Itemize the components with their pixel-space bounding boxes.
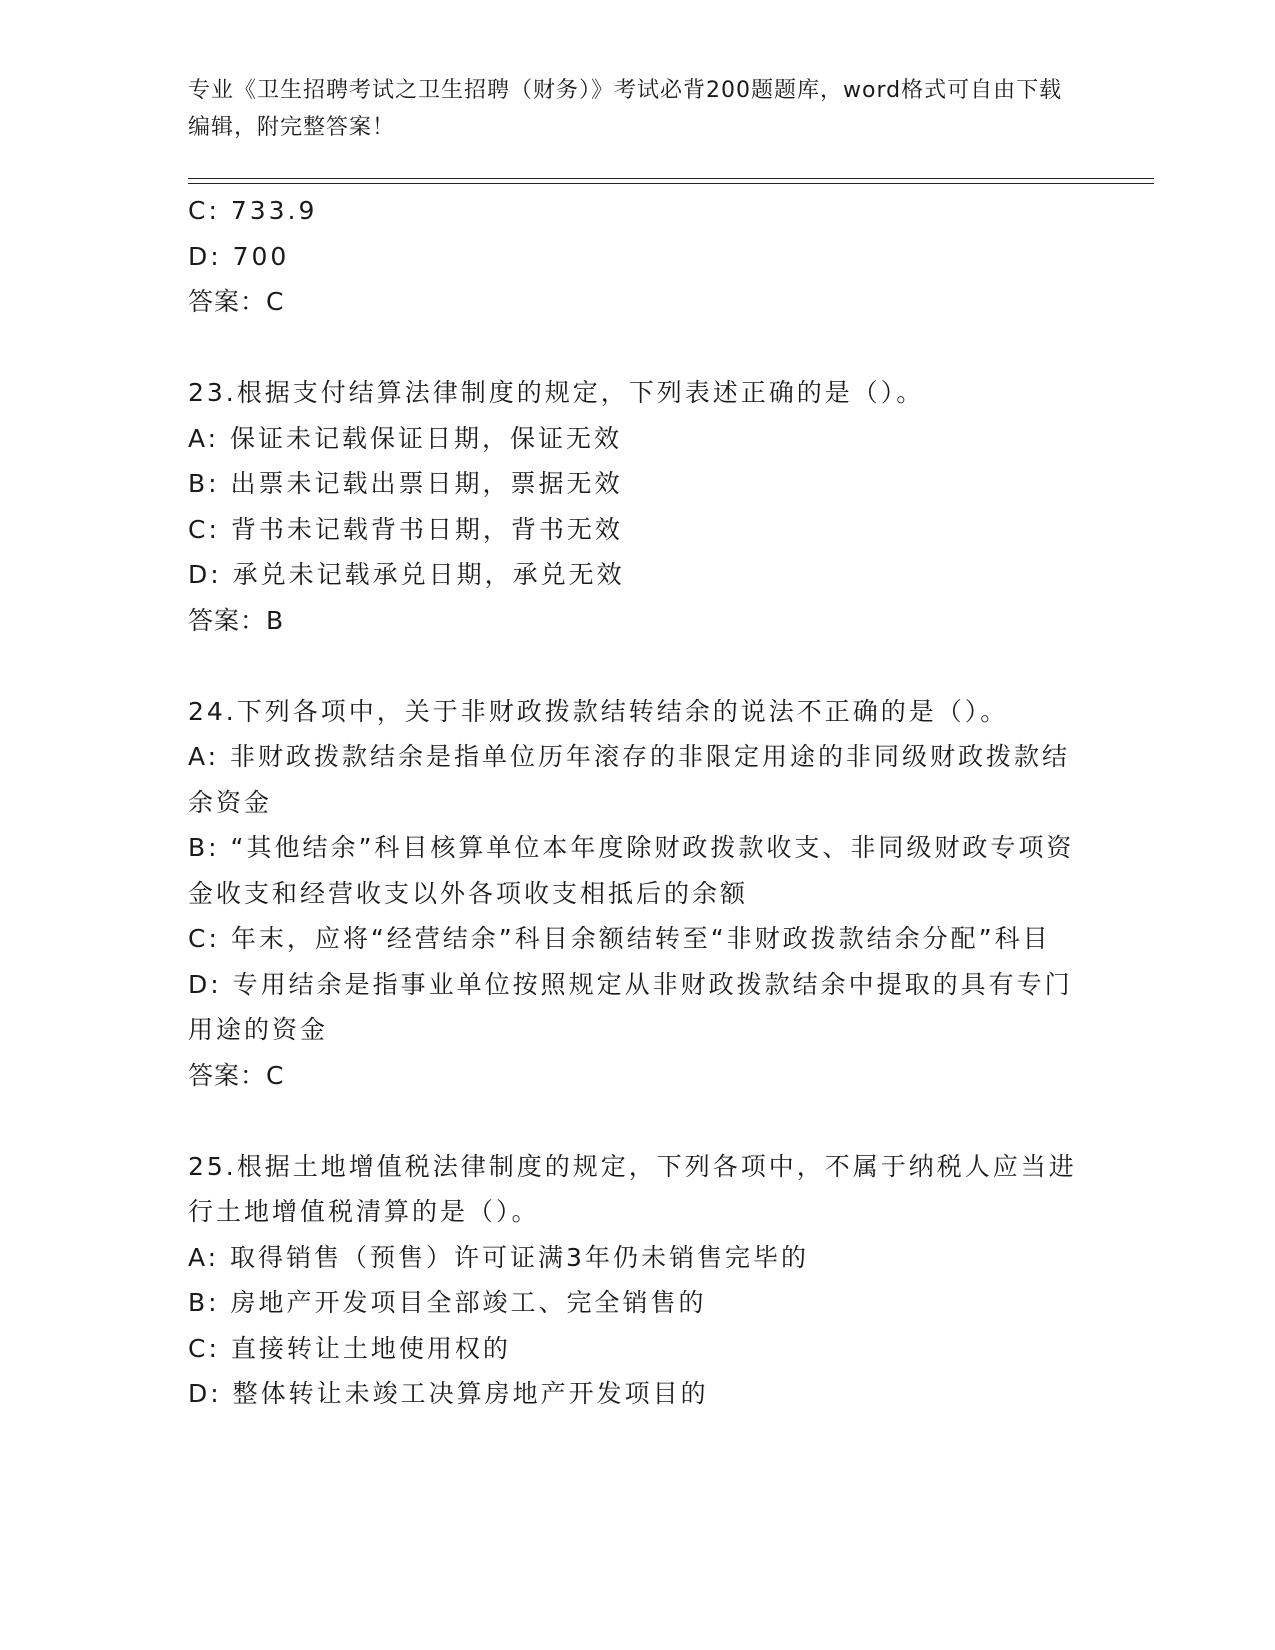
option-c: C: 背书未记载背书日期，背书无效: [188, 514, 623, 544]
question-24: [188, 689, 1078, 1099]
option-a: A: 保证未记载保证日期，保证无效: [188, 423, 623, 453]
answer-line: 答案：B: [188, 605, 285, 635]
question-text: 24.下列各项中，关于非财政拨款结转结余的说法不正确的是（）。: [188, 696, 1009, 726]
question-text: 23.根据支付结算法律制度的规定，下列表述正确的是（）。: [188, 378, 925, 407]
question-text: 25.根据土地增值税法律制度的规定，下列各项中，不属于纳税人应当进行土地增值税清算的是（）。: [188, 1151, 1077, 1226]
option-c: C: 733.9: [188, 196, 318, 225]
option-a: A: 非财政拨款结余是指单位历年滚存的非限定用途的非同级财政拨款结余资金: [188, 742, 1071, 817]
option-d: D: 承兑未记载承兑日期，承兑无效: [188, 560, 625, 589]
option-c: C: 年末，应将“经营结余”科目余额结转至“非财政拨款结余分配”科目: [188, 924, 1051, 953]
header-divider-bottom: [188, 183, 1154, 184]
option-b: B: 出票未记载出票日期，票据无效: [188, 469, 623, 498]
spacer: [188, 1098, 1078, 1144]
document-header-title: 专业《卫生招聘考试之卫生招聘（财务）》考试必背200题题库，word格式可自由下载编辑，附完整答案！: [188, 78, 1063, 140]
spacer: [188, 325, 1078, 371]
option-a: A: 取得销售（预售）许可证满3年仍未销售完毕的: [188, 1242, 809, 1272]
previous-question-tail: [188, 188, 1078, 325]
header-divider-top: [188, 178, 1154, 179]
option-c: C: 直接转让土地使用权的: [188, 1333, 511, 1363]
question-23: [188, 370, 1078, 643]
question-list: [188, 188, 1078, 1417]
answer-line: 答案：C: [188, 287, 285, 316]
spacer: [188, 643, 1078, 689]
option-b: B: 房地产开发项目全部竣工、完全销售的: [188, 1288, 707, 1317]
question-25: [188, 1144, 1078, 1417]
option-d: D: 专用结余是指事业单位按照规定从非财政拨款结余中提取的具有专门用途的资金: [188, 969, 1073, 1044]
option-d: D: 700: [188, 241, 290, 271]
answer-line: 答案：C: [188, 1060, 285, 1090]
option-d: D: 整体转让未竣工决算房地产开发项目的: [188, 1379, 709, 1408]
option-b: B: “其他结余”科目核算单位本年度除财政拨款收支、非同级财政专项资金收支和经营收支以外各项收支相抵后的余额: [188, 833, 1075, 908]
